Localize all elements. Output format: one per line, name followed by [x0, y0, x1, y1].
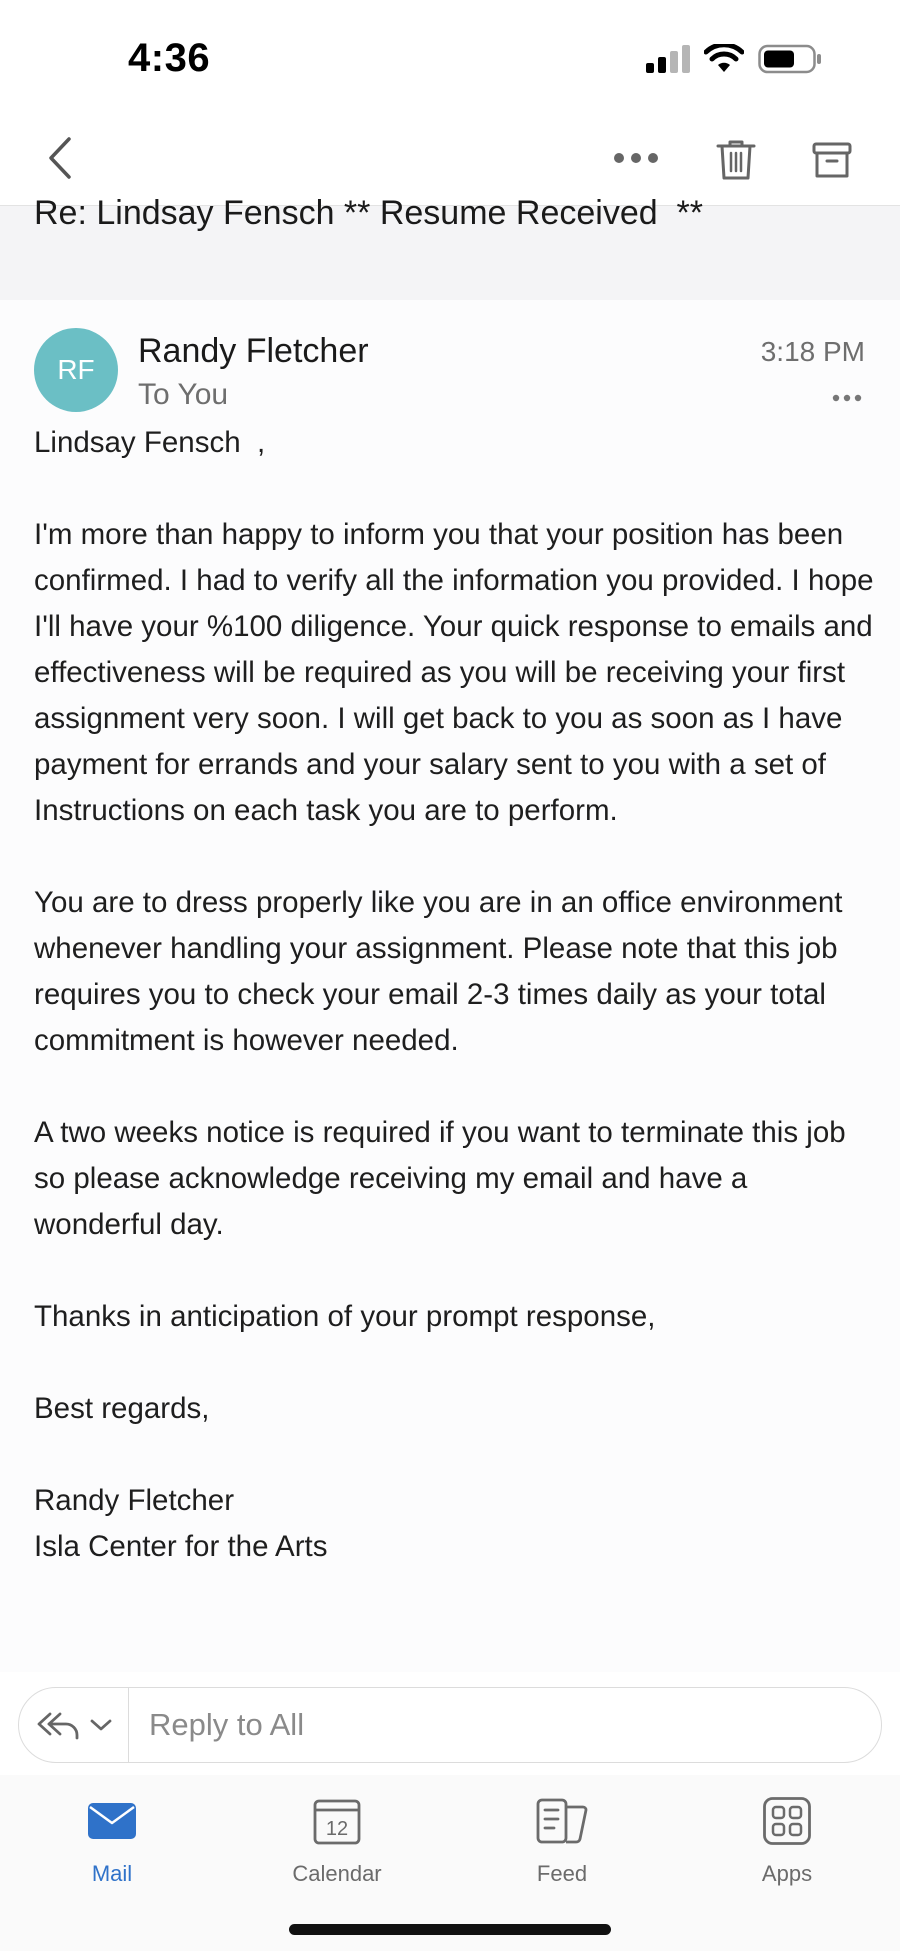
sender-name[interactable]: Randy Fletcher	[138, 332, 369, 370]
message-more-button[interactable]	[830, 390, 864, 406]
status-time: 4:36	[128, 36, 211, 80]
email-subject: Re: Lindsay Fensch ** Resume Received **	[34, 194, 703, 232]
email-body	[34, 420, 882, 1570]
body-paragraph: Thanks in anticipation of your prompt response,	[34, 1300, 656, 1333]
trash-icon	[715, 138, 757, 182]
tab-label: Apps	[761, 1861, 813, 1886]
body-paragraph: I'm more than happy to inform you that your position has been confirmed. I had to verify all the information you provided. I hope I'll have your %100 diligence. Your quick response to emails and effectiveness will be required as you will be receiving your first assignment very soon. I will get back to you as soon as I have payment for errands and your salary sent to you with a set of Instructions on each task you are to perform.	[34, 518, 882, 827]
reply-all-icon	[36, 1710, 80, 1740]
battery-icon	[758, 44, 822, 74]
back-button[interactable]	[40, 132, 80, 184]
archive-icon	[812, 140, 852, 180]
cellular-signal-icon	[646, 45, 690, 73]
body-greeting: Lindsay Fensch ,	[34, 426, 266, 459]
message-time: 3:18 PM	[760, 336, 865, 367]
signature-name: Randy Fletcher	[34, 1484, 235, 1517]
feed-icon	[535, 1797, 589, 1845]
calendar-badge: 12	[325, 1818, 349, 1840]
tab-calendar[interactable]	[267, 1793, 407, 1887]
ellipsis-icon	[832, 394, 862, 402]
reply-input[interactable]	[129, 1688, 881, 1762]
body-paragraph: A two weeks notice is required if you want to terminate this job so please acknowledge receiving my email and have a wonderful day.	[34, 1116, 854, 1241]
tab-label: Calendar	[292, 1861, 382, 1886]
more-options-button[interactable]	[608, 138, 664, 178]
signature-org: Isla Center for the Arts	[34, 1530, 328, 1563]
body-paragraph: You are to dress properly like you are in an office environment whenever handling your assignment. Please note that this job requires you to check your email 2-3 times daily as your total commitment is however needed.	[34, 886, 851, 1057]
apps-icon	[763, 1797, 811, 1845]
mail-icon	[87, 1801, 137, 1841]
status-icons	[646, 44, 822, 74]
chevron-down-icon	[90, 1718, 112, 1732]
message-card	[0, 300, 900, 1672]
delete-button[interactable]	[710, 134, 762, 186]
body-closing: Best regards,	[34, 1392, 210, 1425]
tab-mail[interactable]	[42, 1793, 182, 1887]
subject-band	[0, 194, 900, 300]
recipient-line[interactable]: To You	[138, 378, 229, 411]
calendar-icon	[313, 1797, 361, 1845]
chevron-left-icon	[47, 136, 73, 180]
nav-bar	[0, 110, 900, 206]
tab-label: Feed	[536, 1861, 588, 1886]
ellipsis-icon	[613, 152, 659, 164]
archive-button[interactable]	[806, 134, 858, 186]
reply-bar	[18, 1687, 882, 1763]
avatar[interactable]: RF	[34, 328, 118, 412]
wifi-icon	[704, 44, 744, 74]
home-indicator[interactable]	[289, 1924, 611, 1935]
tab-apps[interactable]	[717, 1793, 857, 1887]
tab-label: Mail	[91, 1861, 133, 1886]
tab-feed[interactable]	[492, 1793, 632, 1887]
reply-type-button[interactable]	[19, 1688, 129, 1762]
status-bar	[0, 0, 900, 110]
